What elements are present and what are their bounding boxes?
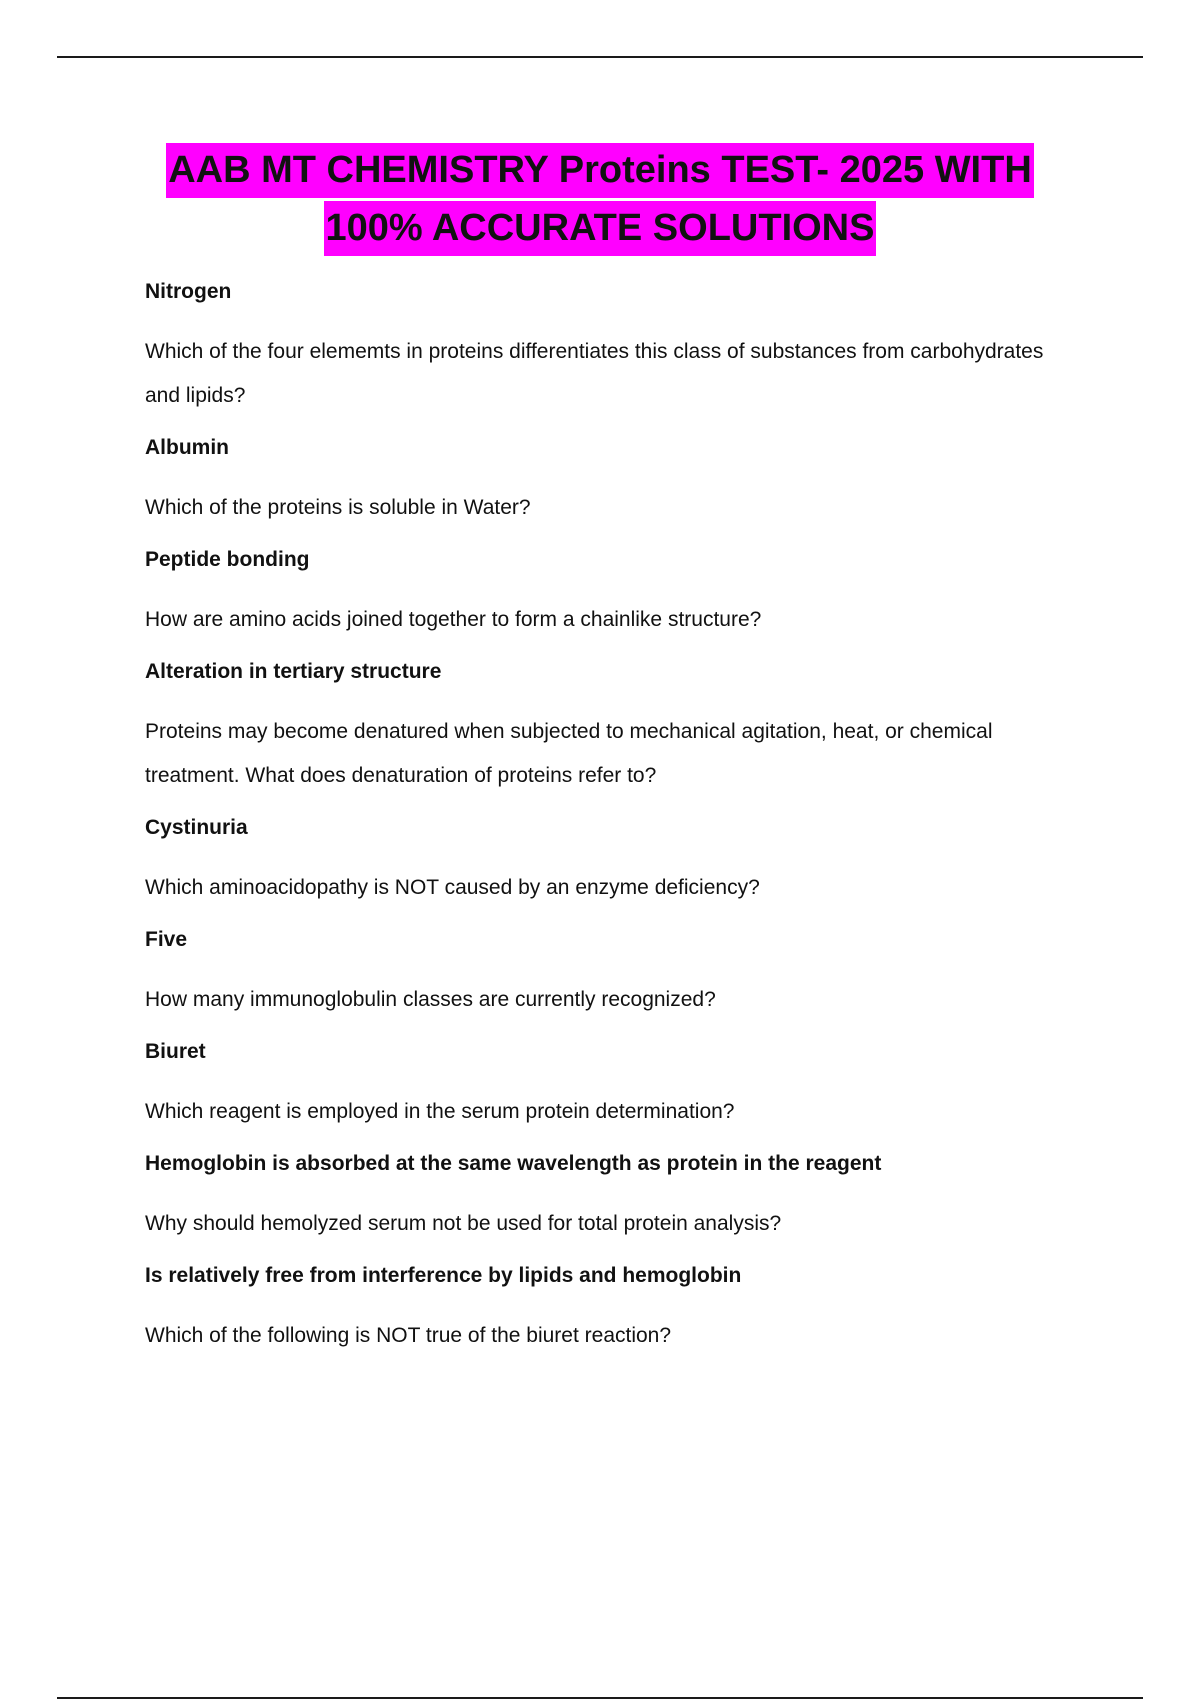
qa-item — [145, 1262, 1075, 1358]
question-text: How are amino acids joined together to form a chainlike structure? — [145, 608, 762, 631]
question-text: How many immunoglobulin classes are currently recognized? — [145, 988, 716, 1011]
answer-text: Nitrogen — [145, 280, 232, 303]
answer-text: Hemoglobin is absorbed at the same wavelength as protein in the reagent — [145, 1152, 882, 1175]
qa-item — [145, 1038, 1075, 1134]
qa-item — [145, 658, 1075, 798]
title-line-2: 100% ACCURATE SOLUTIONS — [324, 201, 877, 256]
question-text: Which of the four elememts in proteins differentiates this class of substances from carbohydrates and lipids? — [145, 340, 1044, 407]
title-line-1: AAB MT CHEMISTRY Proteins TEST- 2025 WITH — [166, 143, 1034, 198]
question-text: Which aminoacidopathy is NOT caused by an enzyme deficiency? — [145, 876, 760, 899]
qa-item — [145, 1150, 1075, 1246]
answer-text: Peptide bonding — [145, 548, 310, 571]
answer-text: Is relatively free from interference by lipids and hemoglobin — [145, 1264, 742, 1287]
question-text: Proteins may become denatured when subjected to mechanical agitation, heat, or chemical treatment. What does denaturation of proteins refer to? — [145, 720, 993, 787]
top-divider — [57, 56, 1143, 58]
qa-item — [145, 814, 1075, 910]
answer-text: Biuret — [145, 1040, 206, 1063]
answer-text: Five — [145, 928, 188, 951]
answer-text: Cystinuria — [145, 816, 248, 839]
question-text: Which of the proteins is soluble in Water? — [145, 496, 531, 519]
qa-item — [145, 434, 1075, 530]
answer-text: Albumin — [145, 436, 229, 459]
document-title — [0, 143, 1200, 256]
question-text: Which of the following is NOT true of the biuret reaction? — [145, 1324, 672, 1347]
qa-item — [145, 546, 1075, 642]
answer-text: Alteration in tertiary structure — [145, 660, 442, 683]
qa-list — [145, 278, 1075, 1374]
question-text: Why should hemolyzed serum not be used for total protein analysis? — [145, 1212, 782, 1235]
qa-item — [145, 926, 1075, 1022]
question-text: Which reagent is employed in the serum protein determination? — [145, 1100, 735, 1123]
bottom-divider — [57, 1697, 1143, 1699]
qa-item — [145, 278, 1075, 418]
